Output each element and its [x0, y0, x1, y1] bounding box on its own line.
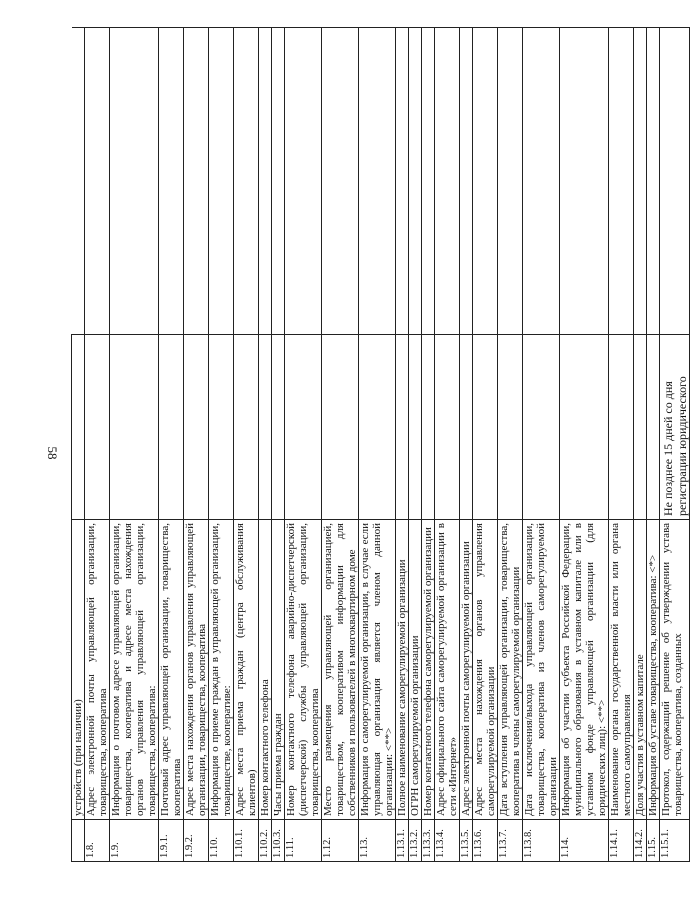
row-number: 1.13.7.	[498, 820, 523, 862]
row-number: 1.15.	[647, 820, 660, 862]
row-number: 1.13.3.	[422, 820, 435, 862]
table-row	[85, 28, 110, 862]
row-term	[159, 335, 184, 520]
row-term	[435, 335, 460, 520]
row-term	[523, 335, 560, 520]
table-row	[460, 28, 473, 862]
table-row	[435, 28, 460, 862]
row-name: Номер контактного телефона аварийно-диспетчерской (диспетчерской) службы управляющей организации, товарищества, кооператива	[285, 520, 322, 820]
row-name: Адрес официального сайта саморегулируемой организации в сети «Интернет»	[435, 520, 460, 820]
row-extra-cell	[72, 28, 85, 335]
row-extra-cell	[322, 28, 359, 335]
row-extra-cell	[259, 28, 272, 335]
row-extra-cell	[498, 28, 523, 335]
table-row	[409, 28, 422, 862]
row-extra-cell	[359, 28, 396, 335]
row-name: Доля участия в уставном капитале	[634, 520, 647, 820]
disclosure-table	[71, 27, 690, 862]
table-row	[259, 28, 272, 862]
row-number: 1.10.	[209, 820, 234, 862]
row-name: Дата исключения/выхода управляющей организации, товарищества, кооператива из членов саморегулируемой организации	[523, 520, 560, 820]
row-term	[85, 335, 110, 520]
row-number: 1.10.3.	[272, 820, 285, 862]
table-row	[285, 28, 322, 862]
row-term	[209, 335, 234, 520]
row-name: Часы приема граждан	[272, 520, 285, 820]
row-number: 1.13.8.	[523, 820, 560, 862]
row-number: 1.14.2.	[634, 820, 647, 862]
row-number: 1.15.1.	[660, 820, 690, 862]
table-row	[110, 28, 159, 862]
row-term	[473, 335, 498, 520]
row-name: Информация о приеме граждан в управляющей организации, товариществе, кооперативе:	[209, 520, 234, 820]
table-row	[473, 28, 498, 862]
row-number: 1.9.2.	[184, 820, 209, 862]
row-name: Наименование органа государственной власти или органа местного самоуправления	[609, 520, 634, 820]
row-number: 1.13.1.	[396, 820, 409, 862]
row-extra-cell	[396, 28, 409, 335]
row-extra-cell	[85, 28, 110, 335]
row-term	[184, 335, 209, 520]
row-extra-cell	[435, 28, 460, 335]
row-extra-cell	[159, 28, 184, 335]
table-row	[396, 28, 409, 862]
row-term	[72, 335, 85, 520]
row-number: 1.14.1.	[609, 820, 634, 862]
table-row	[72, 28, 85, 862]
row-number: 1.10.1.	[234, 820, 259, 862]
row-number: 1.12.	[322, 820, 359, 862]
table-row	[234, 28, 259, 862]
table-row	[647, 28, 660, 862]
table-row	[322, 28, 359, 862]
row-name: Номер контактного телефона саморегулируемой организации	[422, 520, 435, 820]
row-name: Адрес места приема граждан (центра обслуживания клиентов)	[234, 520, 259, 820]
row-name: устройств (при наличии)	[72, 520, 85, 820]
row-name: Полное наименование саморегулируемой организации	[396, 520, 409, 820]
row-number: 1.14.	[560, 820, 609, 862]
row-term	[409, 335, 422, 520]
table-row	[609, 28, 634, 862]
row-term	[498, 335, 523, 520]
row-name: Адрес места нахождения органов управления саморегулируемой организации	[473, 520, 498, 820]
row-name: Дата вступления управляющей организации, товарищества, кооператива в члены саморегулируемой организации	[498, 520, 523, 820]
row-name: Адрес места нахождения органов управления управляющей организации, товарищества, кооператива	[184, 520, 209, 820]
row-number: 1.13.4.	[435, 820, 460, 862]
row-extra-cell	[647, 28, 660, 335]
row-extra-cell	[609, 28, 634, 335]
row-extra-cell	[634, 28, 647, 335]
row-number: 1.13.5.	[460, 820, 473, 862]
row-term	[634, 335, 647, 520]
row-term	[460, 335, 473, 520]
row-name: Информация о почтовом адресе управляющей организации, товарищества, кооператива и адресе места нахождения органов управления управляющей организации, товарищества, кооператива:	[110, 520, 159, 820]
table-row	[498, 28, 523, 862]
row-number: 1.8.	[85, 820, 110, 862]
row-term	[396, 335, 409, 520]
row-extra-cell	[110, 28, 159, 335]
row-extra-cell	[560, 28, 609, 335]
row-name: Адрес электронной почты управляющей организации, товарищества, кооператива	[85, 520, 110, 820]
row-number: 1.9.	[110, 820, 159, 862]
row-extra-cell	[660, 28, 690, 335]
row-term	[234, 335, 259, 520]
row-number: 1.13.	[359, 820, 396, 862]
row-name: Адрес электронной почты саморегулируемой организации	[460, 520, 473, 820]
row-number: 1.9.1.	[159, 820, 184, 862]
rotated-table-container	[71, 27, 689, 862]
row-name: Протокол, содержащий решение об утверждении устава товарищества, кооператива, созданных	[660, 520, 690, 820]
page-number: 58	[45, 446, 60, 460]
table-row	[272, 28, 285, 862]
row-number: 1.10.2.	[259, 820, 272, 862]
table-row	[422, 28, 435, 862]
row-term	[359, 335, 396, 520]
row-term	[609, 335, 634, 520]
row-name: Информация об участии субъекта Российской Федерации, муниципального образования в уставном капитале или в уставном фонде управляющей организации (для юридических лиц): <**>	[560, 520, 609, 820]
row-extra-cell	[473, 28, 498, 335]
table-body	[72, 28, 690, 862]
row-number: 1.13.2.	[409, 820, 422, 862]
row-number: 1.13.6.	[473, 820, 498, 862]
row-term	[259, 335, 272, 520]
row-extra-cell	[422, 28, 435, 335]
row-term	[422, 335, 435, 520]
row-term	[647, 335, 660, 520]
row-name: ОГРН саморегулируемой организации	[409, 520, 422, 820]
row-extra-cell	[460, 28, 473, 335]
row-name: Почтовый адрес управляющей организации, товарищества, кооператива	[159, 520, 184, 820]
table-row	[359, 28, 396, 862]
row-term	[110, 335, 159, 520]
row-extra-cell	[209, 28, 234, 335]
row-term	[322, 335, 359, 520]
row-term	[272, 335, 285, 520]
row-extra-cell	[285, 28, 322, 335]
row-extra-cell	[184, 28, 209, 335]
row-term: Не позднее 15 дней со дня регистрации юридического	[660, 335, 690, 520]
table-row	[560, 28, 609, 862]
row-extra-cell	[234, 28, 259, 335]
row-name: Место размещения управляющей организацией, товариществом, кооперативом информации для собственников и пользователей в многоквартирном доме	[322, 520, 359, 820]
row-number	[72, 820, 85, 862]
row-name: Информация об уставе товарищества, кооператива: <*>	[647, 520, 660, 820]
row-name: Номер контактного телефона	[259, 520, 272, 820]
table-row	[523, 28, 560, 862]
table-row	[184, 28, 209, 862]
table-row	[159, 28, 184, 862]
row-term	[285, 335, 322, 520]
row-extra-cell	[523, 28, 560, 335]
table-row	[209, 28, 234, 862]
row-extra-cell	[272, 28, 285, 335]
row-number: 1.11.	[285, 820, 322, 862]
table-row	[660, 28, 690, 862]
row-name: Информация о саморегулируемой организации, в случае если управляющая организация является членом данной организации: <**>	[359, 520, 396, 820]
row-term	[560, 335, 609, 520]
table-row	[634, 28, 647, 862]
row-extra-cell	[409, 28, 422, 335]
